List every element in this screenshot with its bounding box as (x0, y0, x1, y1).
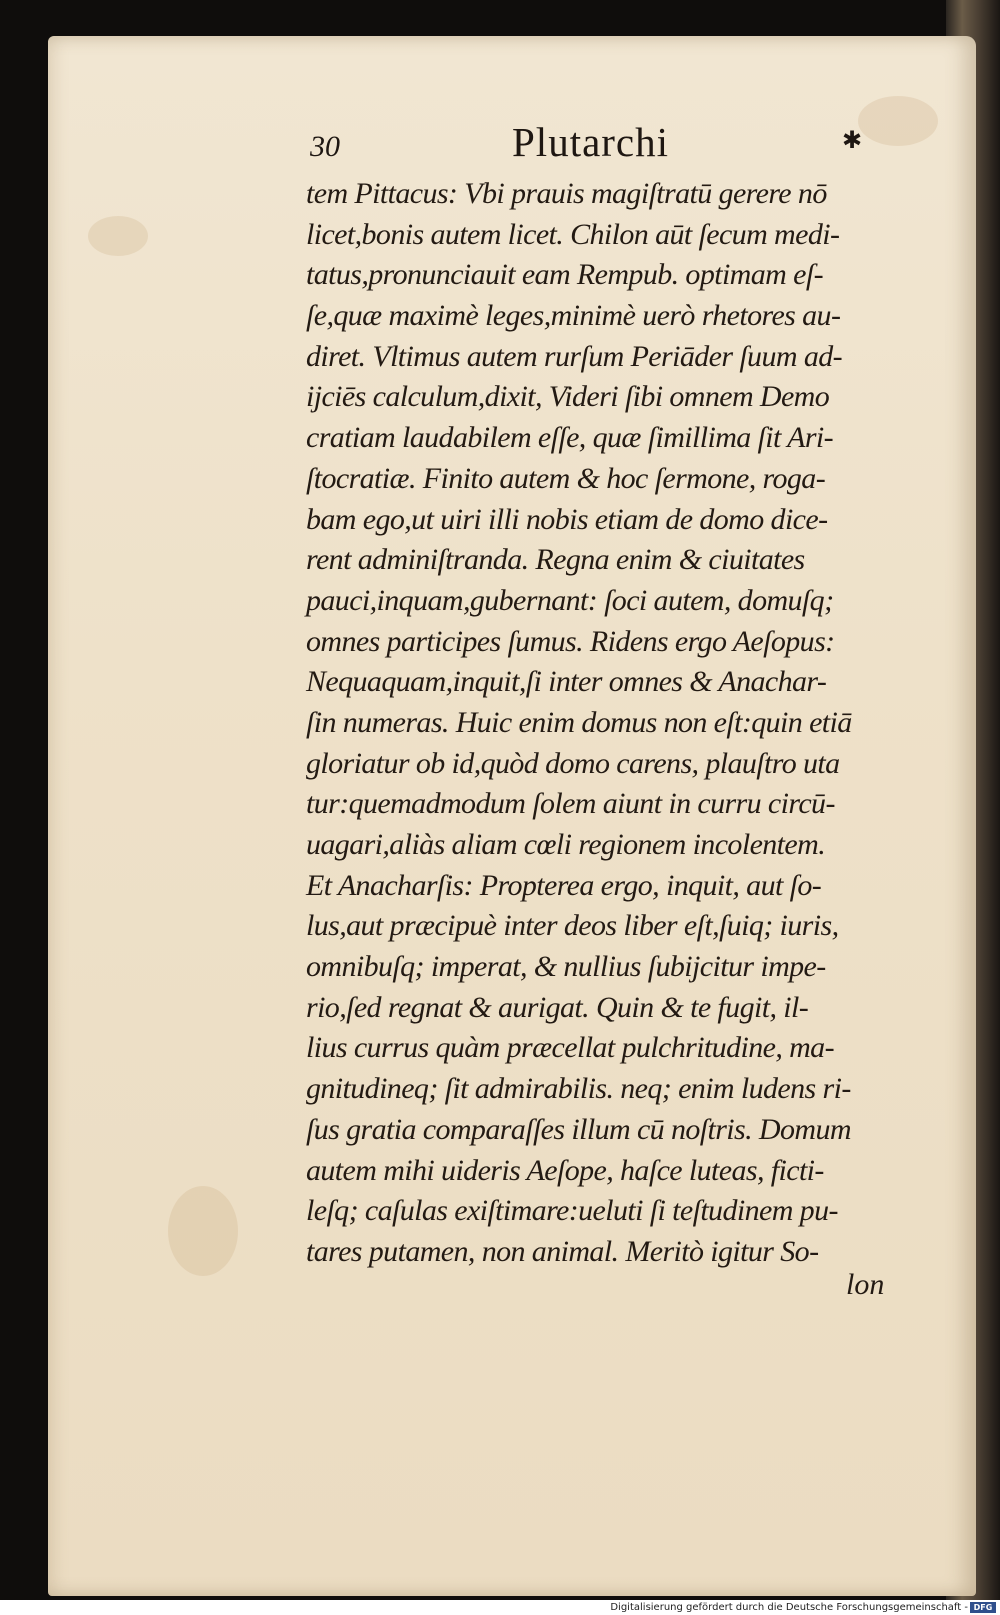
page-stain (168, 1186, 238, 1276)
text-line: ſin numeras. Huic enim domus non eſt:quin etiā (306, 705, 852, 739)
body-text (306, 174, 898, 1273)
page-number: 30 (310, 130, 340, 163)
text-line: licet,bonis autem licet. Chilon aūt ſecum medi- (306, 217, 840, 251)
text-line: tur:quemadmodum ſolem aiunt in curru circū- (306, 787, 835, 821)
text-line: Nequaquam,inquit,ſi inter omnes & Anachar- (306, 665, 827, 699)
text-line: autem mihi uideris Aeſope, haſce luteas, ficti- (306, 1153, 824, 1187)
text-line: diret. Vltimus autem rurſum Periāder ſuum ad- (306, 339, 843, 373)
page-stain (88, 216, 148, 256)
text-line: omnibuſq; imperat, & nullius ſubijcitur impe- (306, 950, 826, 984)
text-line: ijciēs calculum,dixit, Videri ſibi omnem Demo (306, 380, 830, 414)
text-line: tatus,pronunciauit eam Rempub. optimam eſ- (306, 258, 823, 292)
text-line: omnes participes ſumus. Ridens ergo Aeſopus: (306, 624, 835, 658)
text-line: ſus gratia comparaſſes illum cū noſtris. Domum (306, 1112, 851, 1146)
text-line: leſq; caſulas exiſtimare:ueluti ſi teſtudinem pu- (306, 1194, 838, 1228)
text-line: uagari,aliàs aliam cœli regionem incolentem. (306, 828, 826, 861)
funding-credit: Digitalisierung gefördert durch die Deutsche Forschungsgemeinschaft - (610, 1602, 968, 1613)
text-line: rent adminiſtranda. Regna enim & ciuitates (306, 543, 805, 577)
footer-bar (0, 1600, 1000, 1615)
text-line: ſtocratiæ. Finito autem & hoc ſermone, roga- (306, 461, 826, 495)
dfg-logo: DFG (970, 1602, 996, 1613)
text-line: tem Pittacus: Vbi prauis magiſtratū gerere nō (306, 177, 827, 210)
text-line: gloriatur ob id,quòd domo carens, plauſtro uta (306, 746, 840, 780)
text-line: pauci,inquam,gubernant: ſoci autem, domuſq; (306, 583, 834, 617)
text-line: cratiam laudabilem eſſe, quæ ſimillima ſit Ari- (306, 421, 834, 455)
text-line: tares putamen, non animal. Meritò igitur So- (306, 1234, 819, 1268)
text-line: Et Anacharſis: Propterea ergo, inquit, aut ſo- (306, 868, 822, 902)
text-line: ſe,quæ maximè leges,minimè uerò rhetores au- (306, 299, 841, 333)
page-header (306, 118, 876, 168)
text-line: rio,ſed regnat & aurigat. Quin & te fugit, il- (306, 990, 809, 1024)
text-line: lius currus quàm præcellat pulchritudine, ma- (306, 1031, 834, 1065)
text-line: bam ego,ut uiri illi nobis etiam de domo dice- (306, 502, 828, 536)
text-line: gnitudineq; ſit admirabilis. neq; enim ludens ri- (306, 1072, 851, 1106)
asterisk-ornament-icon: ✱ (842, 128, 863, 154)
catchword: lon (846, 1268, 885, 1301)
running-title: Plutarchi (512, 119, 670, 165)
text-line: lus,aut præcipuè inter deos liber eſt,ſuiq; iuris, (306, 909, 839, 943)
